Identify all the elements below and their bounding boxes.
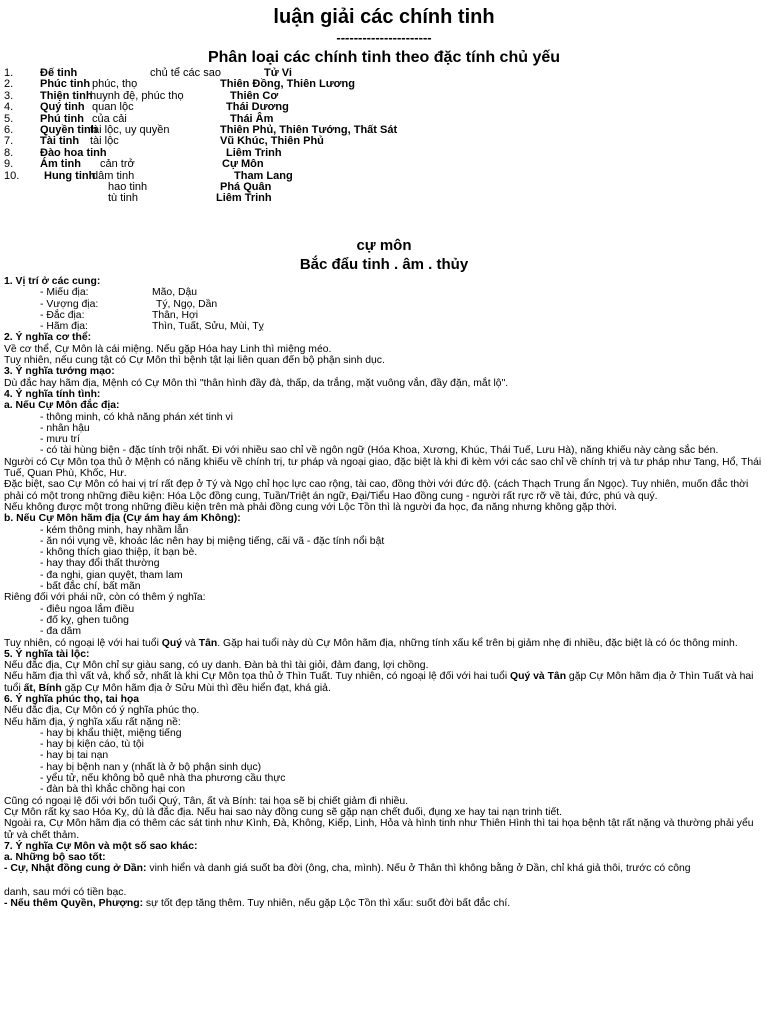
category-stars: Cự Môn bbox=[222, 158, 264, 171]
category-stars: Liêm Trinh bbox=[226, 146, 282, 159]
heading-fortune: 6. Ý nghĩa phúc thọ, tai họa bbox=[4, 693, 140, 705]
list-item: - bất đắc chí, bất mãn bbox=[40, 581, 141, 593]
category-stars: Tham Lang bbox=[234, 169, 293, 182]
position-label: - Vượng địa: bbox=[40, 298, 99, 310]
row-number: 2. bbox=[4, 78, 14, 91]
heading-wealth: 5. Ý nghĩa tài lộc: bbox=[4, 648, 90, 660]
position-label: - Hãm địa: bbox=[40, 321, 88, 333]
list-item: - có tài hùng biện - đặc tính trội nhất. Đi với nhiều sao chỉ về ngôn ngữ (Hóa Khoa, Xương, Khúc, Thái Tuế, Lưu Hà), năng khiếu này càng sắc bén. bbox=[40, 445, 719, 457]
paragraph: Cự Môn rất kỵ sao Hóa Kỵ, dù là đắc địa. Nếu hai sao này đồng cung sẽ gặp nạn chết đuối, đụng xe hay tai nạn trinh tiết. bbox=[4, 806, 563, 818]
row-number: 6. bbox=[4, 123, 14, 136]
list-item: - điêu ngoa lắm điều bbox=[40, 603, 135, 615]
page-gap bbox=[4, 875, 766, 887]
position-row bbox=[4, 310, 766, 321]
paragraph: Dù đắc hay hãm địa, Mệnh có Cự Môn thì "thân hình đầy đà, thấp, da trắng, mặt vuông vắn, đầy đặn, mắt lộ". bbox=[4, 377, 509, 389]
heading-combinations: 7. Ý nghĩa Cự Môn và một số sao khác: bbox=[4, 840, 198, 852]
paragraph: Nếu hãm địa, ý nghĩa xấu rất nặng nề: bbox=[4, 716, 181, 728]
position-row bbox=[4, 321, 766, 332]
category-description: dâm tinh bbox=[92, 169, 135, 182]
text-run: gặp Cự Môn hãm địa ở Sửu Mùi thì đều hiển đạt, khá giả. bbox=[61, 682, 331, 694]
category-name: Đế tinh bbox=[40, 67, 78, 79]
row-number: 10. bbox=[4, 169, 20, 182]
emphasis: - Cự, Nhật đồng cung ở Dần: bbox=[4, 863, 147, 875]
category-name: Phú tinh bbox=[40, 112, 84, 125]
category-stars: Thái Âm bbox=[230, 112, 274, 125]
category-stars: Thiên Phủ, Thiên Tướng, Thất Sát bbox=[220, 123, 398, 136]
list-item: - mưu trí bbox=[40, 434, 80, 446]
paragraph: Tuy nhiên, nếu cung tật có Cự Môn thì bệnh tật lại liên quan đến bộ phận sinh dục. bbox=[4, 355, 385, 367]
title-divider: ---------------------- bbox=[336, 30, 432, 45]
paragraph: Nếu đắc địa, Cự Môn có ý nghĩa phúc thọ. bbox=[4, 705, 200, 717]
text-run: Tuy nhiên, có ngoại lệ với hai tuổi bbox=[4, 637, 162, 649]
category-stars: Thiên Cơ bbox=[230, 89, 279, 102]
category-name: Hung tinh bbox=[44, 169, 96, 182]
subheading-unfavorable: b. Nếu Cự Môn hãm địa (Cự ám hay ám Không): bbox=[4, 513, 241, 525]
category-stars: Liêm Trinh bbox=[216, 192, 272, 205]
heading-body-meaning: 2. Ý nghĩa cơ thể: bbox=[4, 332, 92, 344]
category-description: cản trở bbox=[100, 158, 135, 171]
category-name: Ám tinh bbox=[40, 158, 81, 171]
row-number: 9. bbox=[4, 158, 14, 171]
positions-list bbox=[4, 287, 766, 332]
paragraph bbox=[4, 671, 766, 694]
list-item: - đố kỵ, ghen tuông bbox=[40, 614, 129, 626]
list-item: - không thích giao thiệp, ít bạn bè. bbox=[40, 547, 198, 559]
paragraph bbox=[4, 863, 766, 874]
emphasis: Tân bbox=[198, 637, 218, 649]
paragraph: danh, sau mới có tiền bạc. bbox=[4, 886, 127, 898]
category-description: phúc, thọ bbox=[92, 78, 138, 91]
paragraph: Đặc biệt, sao Cự Môn có hai vị trí rất đẹp ở Tý và Ngọ chỉ học lực cao rộng, tài cao, đồng thời với đức độ. (cách Thạch Trung ẩn Ngọc). Tuy nhiên, muốn đắc thời phải có một trong những điều kiện: Hóa Lộc đồng cung, Tuần/Triệt án ngữ, Đại/Tiểu Hao đồng cung - người rất rực rỡ về tài, đức, phú và quý. bbox=[4, 479, 749, 502]
emphasis: ất, Bính bbox=[23, 682, 62, 694]
category-stars: Vũ Khúc, Thiên Phủ bbox=[220, 135, 324, 148]
row-number: 5. bbox=[4, 112, 14, 125]
document-subtitle: Phân loại các chính tinh theo đặc tính chủ yếu bbox=[207, 49, 561, 66]
position-label: - Miếu địa: bbox=[40, 287, 89, 299]
category-stars: Tử Vi bbox=[264, 67, 292, 79]
category-name: Phúc tinh bbox=[40, 78, 91, 91]
position-row bbox=[4, 287, 766, 298]
emphasis: - Nếu thêm Quyền, Phượng: bbox=[4, 898, 144, 910]
position-label: - Đắc địa: bbox=[40, 309, 85, 321]
paragraph: Nếu đắc địa, Cự Môn chỉ sự giàu sang, có uy danh. Đàn bà thì tài giỏi, đảm đang, lợi chồng. bbox=[4, 660, 429, 672]
heading-temperament: 4. Ý nghĩa tính tình: bbox=[4, 388, 101, 400]
list-item: - đàn bà thì khắc chồng hại con bbox=[40, 784, 185, 796]
category-stars: Thiên Đồng, Thiên Lương bbox=[220, 78, 355, 91]
category-description: tài lộc bbox=[90, 135, 119, 148]
list-item: - ăn nói vụng về, khoác lác nên hay bị miệng tiếng, cãi vã - đặc tính nổi bật bbox=[40, 535, 385, 547]
list-item: - thông minh, có khả năng phán xét tinh vi bbox=[40, 411, 233, 423]
emphasis: Quý và Tân bbox=[510, 671, 567, 683]
position-value: Mão, Dậu bbox=[152, 287, 198, 299]
row-number: 4. bbox=[4, 101, 14, 114]
subheading-favorable: a. Nếu Cự Môn đắc địa: bbox=[4, 400, 120, 412]
category-name: Quyền tinh bbox=[40, 123, 98, 136]
paragraph: Nếu không được một trong những điều kiện trên mà phải đồng cung với Lộc Tồn thì là người đa học, đa năng nhưng không gặp thời. bbox=[4, 501, 617, 513]
category-name: Đào hoa tinh bbox=[40, 146, 107, 159]
list-item: - nhân hậu bbox=[40, 422, 90, 434]
list-item: - hay bị khẩu thiệt, miệng tiếng bbox=[40, 727, 182, 739]
row-number: 3. bbox=[4, 89, 14, 102]
row-number: 8. bbox=[4, 146, 14, 159]
section-subtitle: Bắc đẩu tinh . âm . thủy bbox=[299, 256, 469, 273]
document-body bbox=[4, 276, 766, 909]
category-name: Quý tinh bbox=[40, 101, 85, 114]
category-description: tài lộc, uy quyền bbox=[90, 123, 170, 136]
row-number: 7. bbox=[4, 135, 14, 148]
position-value: Tý, Ngọ, Dần bbox=[156, 298, 218, 310]
paragraph: Về cơ thể, Cự Môn là cái miệng. Nếu gặp Hóa hay Linh thì miệng méo. bbox=[4, 343, 332, 355]
position-row bbox=[4, 299, 766, 310]
category-name: Tài tinh bbox=[40, 135, 80, 148]
text-run: Nếu hãm địa thì vất vả, khổ sở, nhất là khi Cự Môn tọa thủ ở Thìn Tuất. Tuy nhiên, có ngoại lệ đối với hai tuổi bbox=[4, 671, 511, 683]
category-stars: Thái Dương bbox=[226, 101, 289, 114]
paragraph: Cũng có ngoại lệ đối với bốn tuổi Quý, Tân, ất và Bính: tai họa sẽ bị chiết giảm đi nhiều. bbox=[4, 795, 409, 807]
list-item: - hay bị tai nạn bbox=[40, 750, 109, 762]
text-run: và bbox=[181, 637, 199, 649]
category-name: Thiện tinh bbox=[40, 89, 93, 102]
list-item: - yểu tử, nếu không bỏ quê nhà tha phương cầu thực bbox=[40, 773, 286, 785]
list-item: - kém thông minh, hay nhầm lẫn bbox=[40, 524, 189, 536]
heading-positions: 1. Vị trí ở các cung: bbox=[4, 276, 101, 287]
category-stars: Phá Quân bbox=[220, 180, 272, 193]
category-description: quan lộc bbox=[92, 101, 134, 114]
category-description: hao tinh bbox=[108, 180, 148, 193]
text-run: . Gặp hai tuổi này dù Cự Môn hãm địa, những tính xấu kể trên bị giảm nhẹ đi nhiều, đặc biệt là có óc thông minh. bbox=[217, 637, 738, 649]
list-item: - hay bị kiện cáo, tù tội bbox=[40, 739, 144, 751]
category-description: chủ tể các sao bbox=[150, 67, 221, 79]
paragraph: Người có Cự Môn tọa thủ ở Mệnh có năng khiếu về chính trị, tư pháp và ngoại giao, đặc biệt là khi đi kèm với các sao chỉ về chính trị và tư pháp như Tang, Hổ, Thái Tuế, Quan Phù, Khốc, Hư. bbox=[4, 456, 762, 480]
document-title: luận giải các chính tinh bbox=[273, 6, 495, 28]
category-description: huynh đệ, phúc thọ bbox=[90, 89, 184, 102]
heading-appearance: 3. Ý nghĩa tướng mạo: bbox=[4, 366, 115, 378]
list-item: - đa nghi, gian quyệt, tham lam bbox=[40, 569, 183, 581]
paragraph bbox=[4, 898, 766, 909]
text-run: sự tốt đẹp tăng thêm. Tuy nhiên, nếu gặp Lộc Tồn thì xấu: suốt đời bất đắc chí. bbox=[143, 898, 511, 910]
paragraph: Ngoài ra, Cự Môn hãm địa có thêm các sát tinh như Kình, Đà, Không, Kiếp, Linh, Hỏa và hình tinh như Thiên Hình thì tai họa bệnh tật rất nặng và thường phải yểu tử và chết thảm. bbox=[4, 818, 754, 841]
list-item: - hay bị bệnh nan y (nhất là ở bộ phận sinh dục) bbox=[40, 761, 262, 773]
paragraph: Riêng đối với phái nữ, còn có thêm ý nghĩa: bbox=[4, 592, 206, 604]
category-description: của cải bbox=[92, 112, 127, 125]
paragraph bbox=[4, 638, 766, 649]
subheading-good-sets: a. Những bộ sao tốt: bbox=[4, 852, 106, 864]
list-item: - hay thay đổi thất thường bbox=[40, 558, 160, 570]
position-value: Thân, Hợi bbox=[152, 309, 199, 321]
emphasis: Quý bbox=[161, 637, 182, 649]
position-value: Thìn, Tuất, Sửu, Mùi, Tỵ bbox=[152, 321, 264, 333]
text-run: vinh hiển và danh giá suốt ba đời (ông, cha, mình). Nếu ở Thân thì không bằng ở Dần, chỉ khá giả thôi, trước có công bbox=[146, 863, 691, 875]
section-title: cự môn bbox=[356, 237, 412, 254]
row-number: 1. bbox=[4, 67, 14, 79]
category-description: tù tinh bbox=[108, 192, 138, 205]
list-item: - đa dâm bbox=[40, 626, 82, 638]
text-run: gặp Cự Môn hãm địa ở Thìn Tuất và hai tuổi bbox=[4, 671, 754, 694]
